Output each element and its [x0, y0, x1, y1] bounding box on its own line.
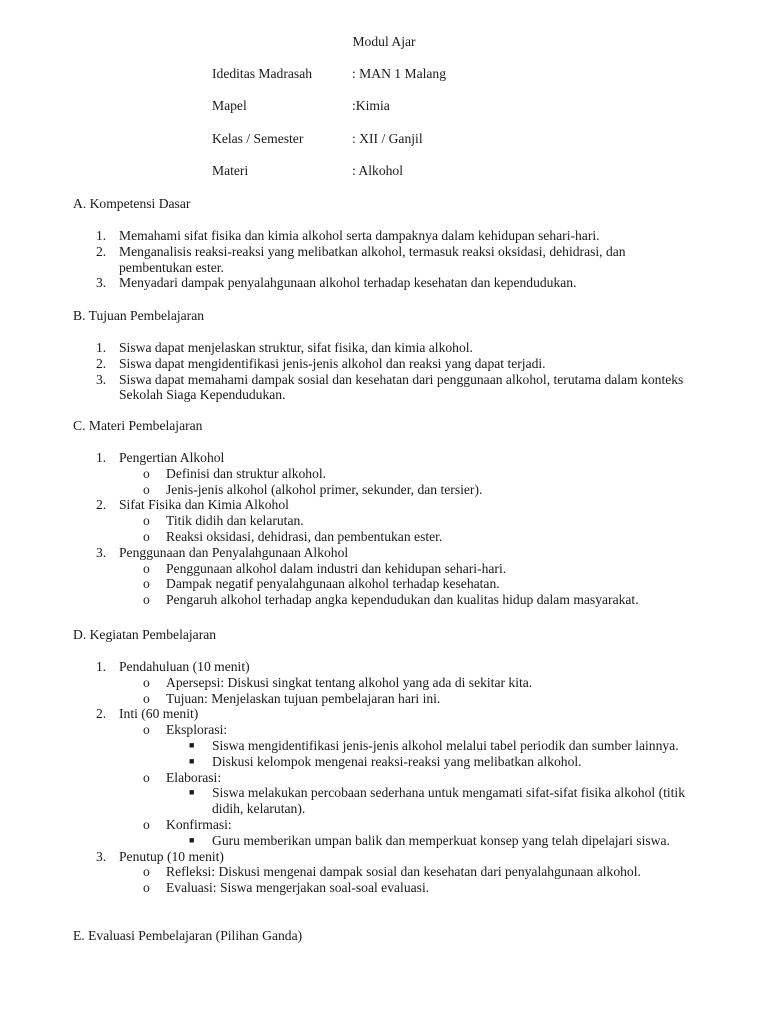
sub-item-text: Definisi dan struktur alkohol. — [166, 465, 327, 481]
sub-sub-item — [96, 738, 696, 754]
square-bullet-icon: ■ — [189, 739, 195, 750]
sub-item-text: Refleksi: Diskusi mengenai dampak sosial dan kesehatan dari penyalahgunaan alkohol. — [166, 864, 641, 880]
sub-item — [96, 529, 696, 545]
item-text: Memahami sifat fisika dan kimia alkohol serta dampaknya dalam kehidupan sehari-hari. — [119, 228, 600, 243]
list-item — [96, 244, 696, 276]
circle-bullet-icon: o — [143, 880, 150, 896]
item-text: Menganalisis reaksi-reaksi yang melibatkan alkohol, termasuk reaksi oksidasi, dehidrasi, dan pembentukan ester. — [119, 243, 626, 275]
item-text: Penggunaan dan Penyalahgunaan Alkohol — [119, 544, 349, 560]
sub-item — [96, 770, 696, 786]
identity-value: :Kimia — [352, 98, 390, 113]
item-number: 1. — [96, 450, 107, 465]
identity-label: Mapel — [212, 98, 247, 113]
sub-item — [96, 576, 696, 592]
circle-bullet-icon: o — [143, 576, 150, 592]
list-item — [96, 450, 696, 466]
item-text: Pengertian Alkohol — [119, 450, 225, 465]
document-title: Modul Ajar — [352, 34, 416, 49]
list-item — [96, 275, 696, 291]
sub-item — [96, 561, 696, 577]
item-text: Penutup (10 menit) — [119, 848, 224, 864]
sub-item-text: Elaborasi: — [166, 769, 222, 785]
sub-sub-item-text: Siswa mengidentifikasi jenis-jenis alkohol melalui tabel periodik dan sumber lainnya. — [212, 737, 679, 753]
list-item — [96, 545, 696, 561]
sub-item-text: Tujuan: Menjelaskan tujuan pembelajaran hari ini. — [166, 690, 441, 706]
sub-item — [96, 675, 696, 691]
sub-item — [96, 691, 696, 707]
sub-item-text: Apersepsi: Diskusi singkat tentang alkohol yang ada di sekitar kita. — [166, 674, 533, 690]
section-heading-c: C. Materi Pembelajaran — [73, 418, 203, 433]
circle-bullet-icon: o — [143, 481, 150, 497]
item-number: 2. — [96, 706, 107, 722]
item-number: 2. — [96, 355, 107, 371]
sub-item-text: Penggunaan alkohol dalam industri dan kehidupan sehari-hari. — [166, 560, 507, 576]
item-number: 3. — [96, 848, 107, 864]
sub-item-text: Jenis-jenis alkohol (alkohol primer, sekunder, dan tersier). — [166, 481, 483, 497]
item-number: 3. — [96, 371, 107, 387]
item-text: Siswa dapat menjelaskan struktur, sifat fisika, dan kimia alkohol. — [119, 340, 473, 355]
list-section-b — [96, 340, 696, 403]
sub-item — [96, 864, 696, 880]
item-number: 1. — [96, 228, 107, 243]
item-text: Menyadari dampak penyalahgunaan alkohol terhadap kesehatan dan kependudukan. — [119, 275, 577, 291]
sub-sub-item-text: Siswa melakukan percobaan sederhana untuk mengamati sifat-sifat fisika alkohol (titik didih, kelarutan). — [212, 785, 685, 817]
sub-item — [96, 817, 696, 833]
item-text: Pendahuluan (10 menit) — [119, 659, 250, 674]
identity-label: Ideditas Madrasah — [212, 66, 313, 81]
sub-item — [96, 592, 696, 608]
circle-bullet-icon: o — [143, 769, 150, 785]
circle-bullet-icon: o — [143, 528, 150, 544]
sub-sub-item-text: Guru memberikan umpan balik dan memperkuat konsep yang telah dipelajari siswa. — [212, 832, 670, 848]
circle-bullet-icon: o — [143, 513, 150, 529]
circle-bullet-icon: o — [143, 674, 150, 690]
sub-item-text: Konfirmasi: — [166, 816, 232, 832]
list-item — [96, 706, 696, 722]
identity-value: : Alkohol — [352, 163, 403, 178]
sub-item-text: Eksplorasi: — [166, 722, 228, 738]
list-item — [96, 228, 696, 244]
list-item — [96, 849, 696, 865]
sub-sub-item — [96, 754, 696, 770]
sub-item-text: Pengaruh alkohol terhadap angka kependudukan dan kualitas hidup dalam masyarakat. — [166, 592, 639, 608]
list-item — [96, 497, 696, 513]
circle-bullet-icon: o — [143, 722, 150, 738]
item-text: Inti (60 menit) — [119, 706, 199, 722]
identity-label: Materi — [212, 163, 249, 178]
list-section-d — [96, 659, 696, 896]
section-heading-d: D. Kegiatan Pembelajaran — [73, 627, 217, 642]
item-number: 2. — [96, 243, 107, 259]
sub-item — [96, 722, 696, 738]
sub-item-text: Titik didih dan kelarutan. — [166, 513, 304, 529]
identity-value: : XII / Ganjil — [352, 131, 423, 146]
sub-item-text: Evaluasi: Siswa mengerjakan soal-soal evaluasi. — [166, 880, 430, 896]
sub-sub-item-text: Diskusi kelompok mengenai reaksi-reaksi yang melibatkan alkohol. — [212, 753, 582, 769]
item-number: 1. — [96, 340, 107, 355]
identity-value: : MAN 1 Malang — [352, 66, 447, 81]
item-number: 2. — [96, 497, 107, 513]
section-heading-a: A. Kompetensi Dasar — [73, 196, 191, 211]
circle-bullet-icon: o — [143, 864, 150, 880]
item-number: 3. — [96, 275, 107, 291]
circle-bullet-icon: o — [143, 465, 150, 481]
item-number: 3. — [96, 544, 107, 560]
sub-item — [96, 466, 696, 482]
section-heading-e: E. Evaluasi Pembelajaran (Pilihan Ganda) — [73, 928, 303, 943]
item-text: Siswa dapat mengidentifikasi jenis-jenis alkohol dan reaksi yang dapat terjadi. — [119, 355, 546, 371]
list-section-a — [96, 228, 696, 291]
item-text: Siswa dapat memahami dampak sosial dan kesehatan dari penggunaan alkohol, terutama dalam konteks Sekolah Siaga Kependudukan. — [119, 371, 684, 403]
sub-item-text: Dampak negatif penyalahgunaan alkohol terhadap kesehatan. — [166, 576, 500, 592]
sub-item — [96, 513, 696, 529]
list-item — [96, 372, 696, 404]
list-section-c — [96, 450, 696, 608]
sub-item-text: Reaksi oksidasi, dehidrasi, dan pembentukan ester. — [166, 528, 443, 544]
circle-bullet-icon: o — [143, 592, 150, 608]
square-bullet-icon: ■ — [189, 787, 195, 798]
item-text: Sifat Fisika dan Kimia Alkohol — [119, 497, 289, 513]
sub-sub-item — [96, 833, 696, 849]
list-item — [96, 340, 696, 356]
section-heading-b: B. Tujuan Pembelajaran — [73, 308, 205, 323]
sub-sub-item — [96, 785, 696, 817]
identity-label: Kelas / Semester — [212, 131, 304, 146]
square-bullet-icon: ■ — [189, 755, 195, 766]
list-item — [96, 356, 696, 372]
sub-item — [96, 482, 696, 498]
list-item — [96, 659, 696, 675]
square-bullet-icon: ■ — [189, 834, 195, 845]
circle-bullet-icon: o — [143, 690, 150, 706]
sub-item — [96, 880, 696, 896]
item-number: 1. — [96, 659, 107, 674]
circle-bullet-icon: o — [143, 560, 150, 576]
circle-bullet-icon: o — [143, 816, 150, 832]
